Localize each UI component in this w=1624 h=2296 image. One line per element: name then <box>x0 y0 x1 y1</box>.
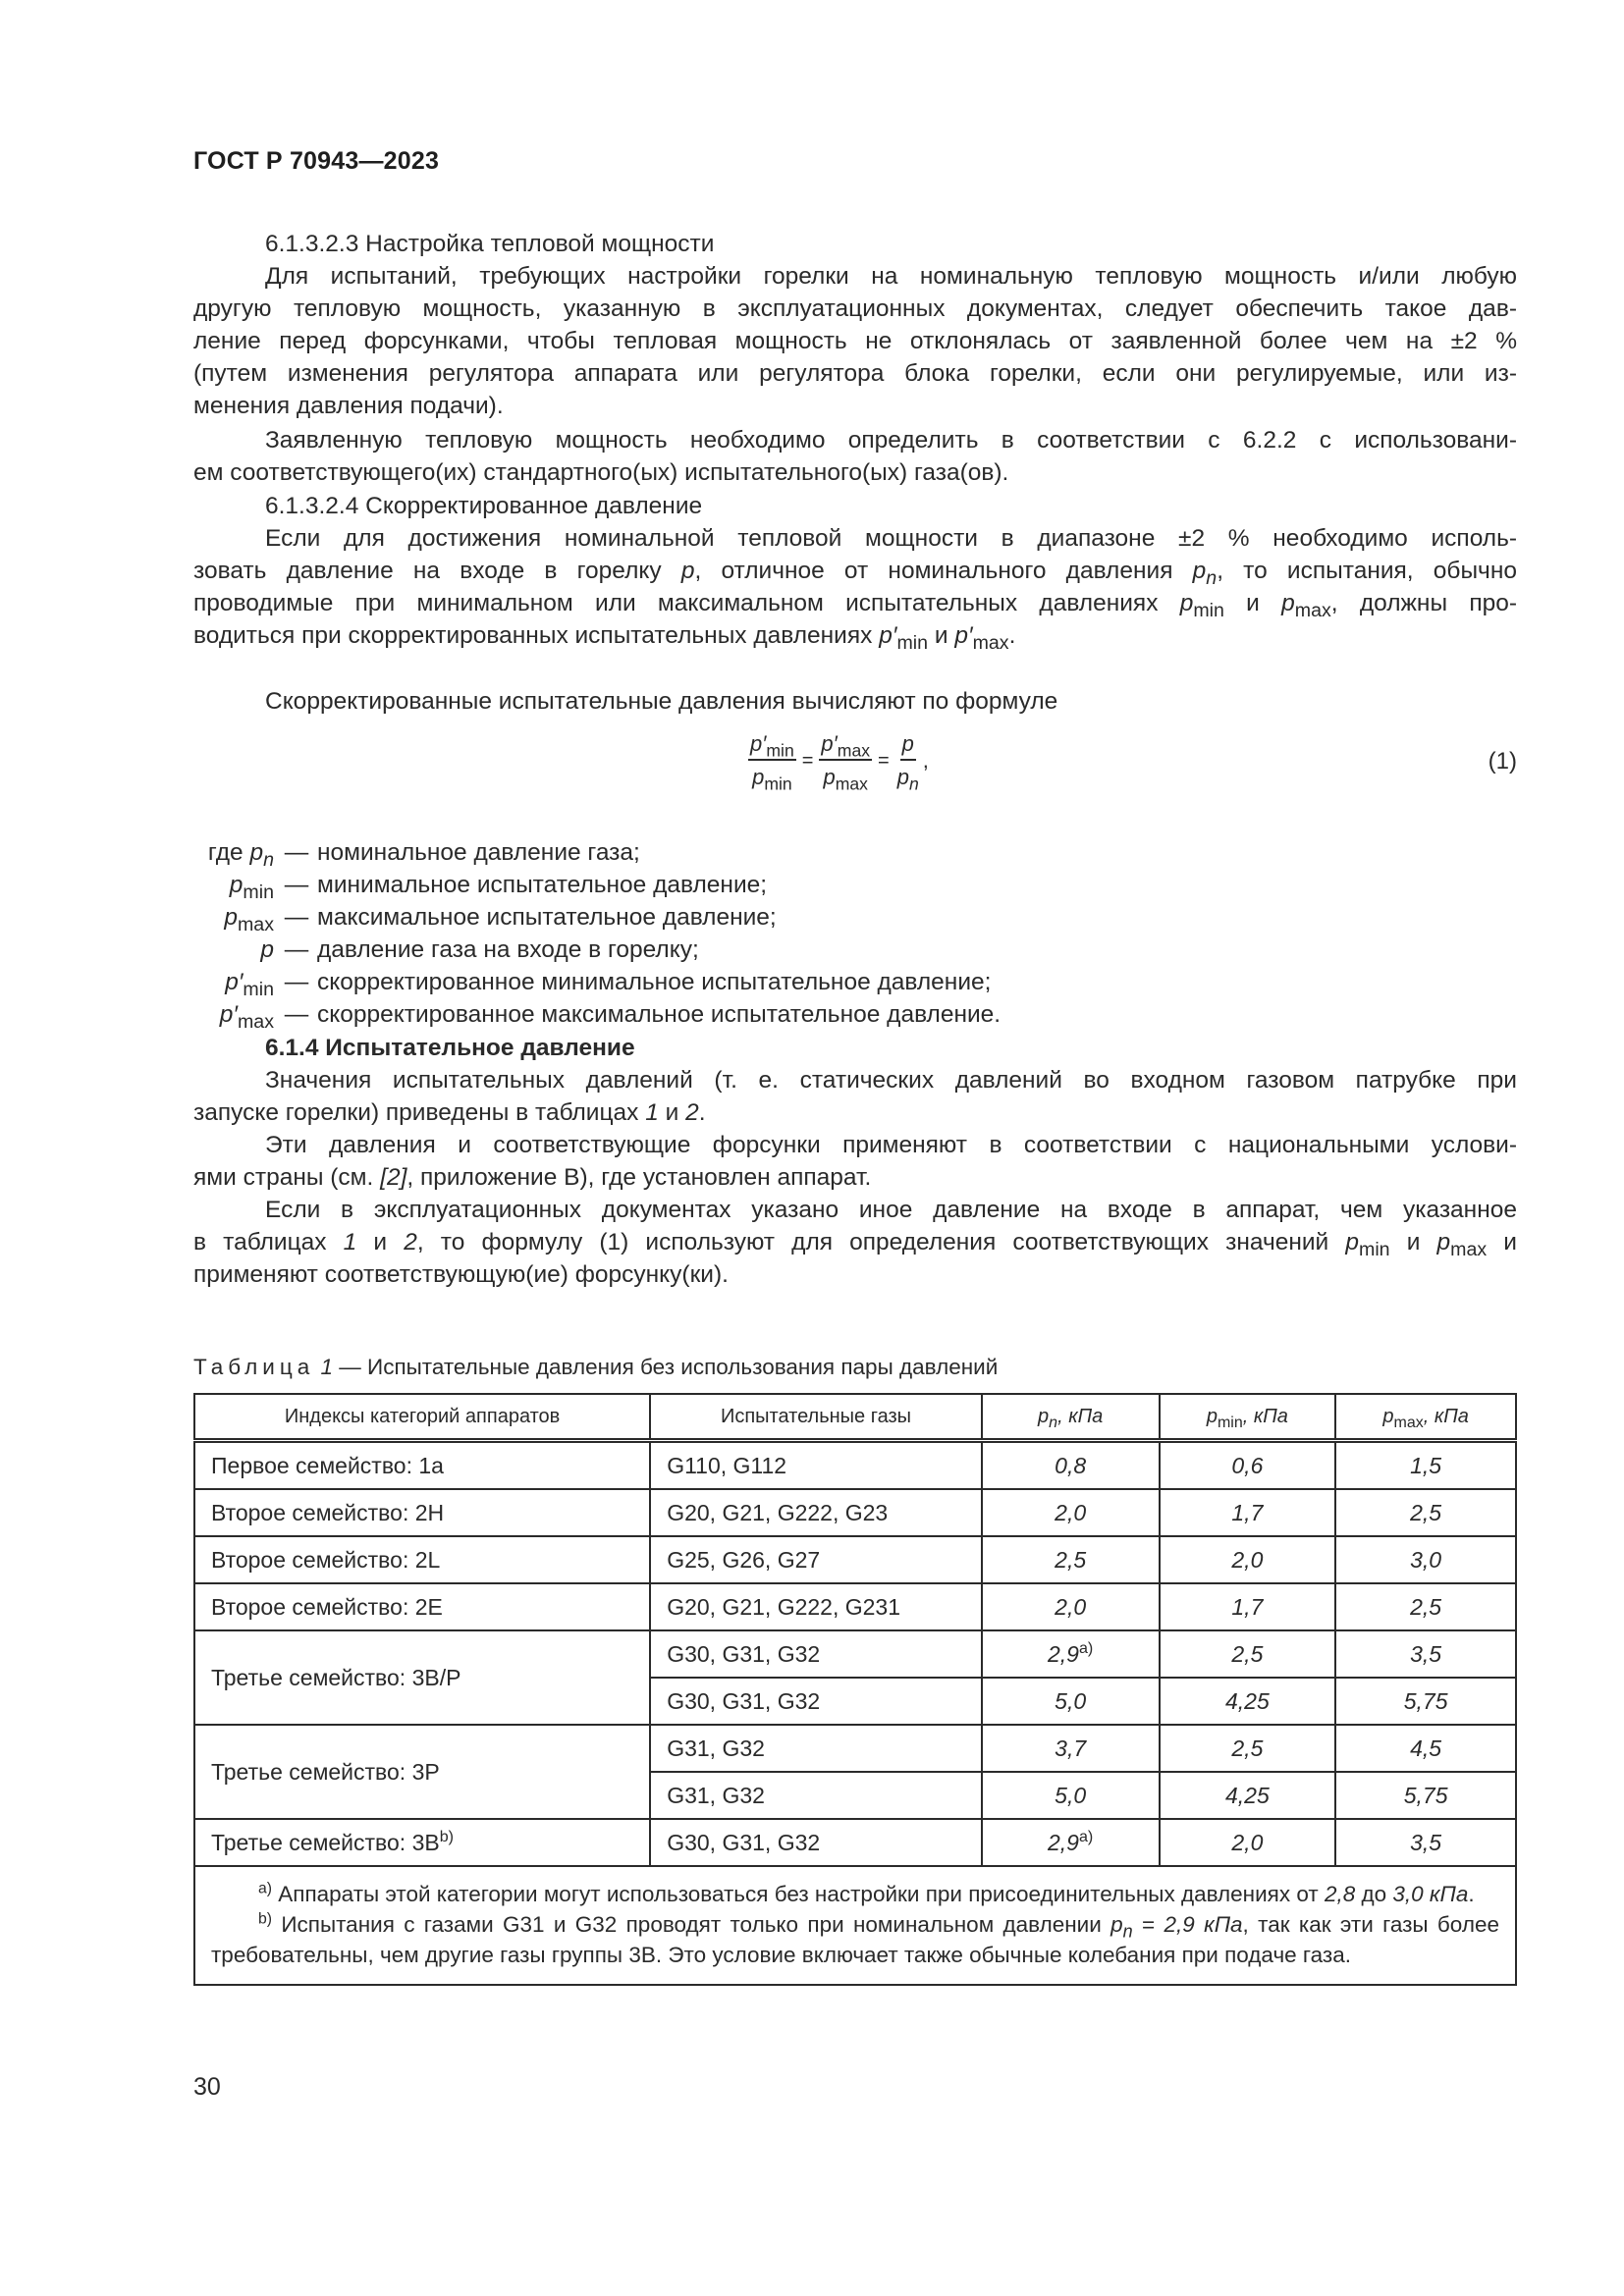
col-header-pmin: $p_{min}$, кПа <box>1160 1394 1336 1441</box>
section-heading-6-1-3-2-3: 6.1.3.2.3 Настройка тепловой мощности <box>265 231 715 257</box>
table-footnotes <box>194 1866 1516 1985</box>
legend-item: $p'_{min}$ — скорректированное минимальное испытательное давление; <box>225 969 992 1000</box>
paragraph-corrected-pressure: Если для достижения номинальной тепловой мощности в диапазоне ±2 % необходимо исполь- зовать давление на входе в горелку p, отличное от номинального давления $p_n$, то испытания, обычно проводимые при минимальном или максимальном испытательных давлениях $p_{min}$ и $p_{max}$, должны про- водиться при скорректированных испытательных давлениях $p'_{min}$ и $p'_{max}$. <box>193 525 1517 654</box>
formula-legend <box>193 836 1001 1031</box>
table-row: Третье семейство: 3B/P G30, G31, G32 2,9$^{a)}$ 2,5 3,5 <box>194 1630 1516 1678</box>
formula-intro: Скорректированные испытательные давления вычисляют по формуле <box>265 688 1058 715</box>
col-header-category: Индексы категорий аппаратов <box>194 1394 650 1441</box>
section-heading-6-1-4: 6.1.4 Испытательное давление <box>265 1035 635 1061</box>
col-header-pn: $p_n$, кПа <box>982 1394 1160 1441</box>
formula-1: $\frac{p'_{min}}{p_{min}}$ = $\frac{p'_{max}}{p_{max}}$ = $\frac{p}{p_n}$ , <box>750 731 929 794</box>
legend-item: $p'_{max}$ — скорректированное максимальное испытательное давление. <box>219 1001 1001 1033</box>
legend-item: $p_{min}$ — минимальное испытательное давление; <box>229 872 768 903</box>
equation-number: (1) <box>1488 748 1517 774</box>
page-number: 30 <box>193 2073 221 2101</box>
table-row: Первое семейство: 1а G110, G112 0,8 0,6 1,5 <box>194 1441 1516 1490</box>
paragraph-declared-heat-input: Заявленную тепловую мощность необходимо определить в соответствии с 6.2.2 с использовани- ем соответствующего(их) стандартного(ых) испытательного(ых) газа(ов). <box>193 427 1517 486</box>
table-row: Второе семейство: 2E G20, G21, G222, G231 2,0 1,7 2,5 <box>194 1583 1516 1630</box>
table-row: Третье семейство: 3P G31, G32 3,7 2,5 4,5 <box>194 1725 1516 1772</box>
fraction-pmax: $\frac{p'_{max}}{p_{max}}$ <box>821 731 871 794</box>
paragraph-other-inlet-pressure: Если в эксплуатационных документах указано иное давление на входе в аппарат, чем указанное в таблицах 1 и 2, то формулу (1) используют для определения соответствующих значений $p_{min}$ и $p_{max}$ и применяют соответствующую(ие) форсунку(ки). <box>193 1197 1517 1288</box>
footnote-ref-b: b) <box>439 1827 455 1845</box>
fraction-p-pn: $\frac{p}{p_n}$ <box>896 731 919 794</box>
table-row: Второе семейство: 2L G25, G26, G27 2,5 2,0 3,0 <box>194 1536 1516 1583</box>
legend-item: p — давление газа на входе в горелку; <box>260 936 699 963</box>
footnote-b: $^{b)}$ Испытания с газами G31 и G32 проводят только при номинальном давлении $p_n = 2,9$ кПа, так как эти газы более требовательны, чем другие газы группы 3B. Это условие включает также обычные колебания при подаче газа. <box>211 1910 1499 1967</box>
table-row: G30, G31, G32 5,0 4,25 5,75 <box>194 1678 1516 1725</box>
reference-link[interactable]: [2] <box>380 1164 407 1191</box>
table-caption: Таблица 1 — Испытательные давления без использования пары давлений <box>193 1355 999 1379</box>
legend-item: где $p_n$ — номинальное давление газа; <box>207 839 640 871</box>
footnote-a: $^{a)}$ Аппараты этой категории могут использоваться без настройки при присоединительных давлениях от 2,8 до 3,0 кПа. <box>258 1880 1475 1906</box>
test-pressure-table <box>193 1393 1517 1986</box>
footnote-ref-a: a) <box>1078 1638 1094 1657</box>
table-row: Второе семейство: 2H G20, G21, G222, G23 2,0 1,7 2,5 <box>194 1489 1516 1536</box>
document-header: ГОСТ Р 70943—2023 <box>193 147 440 175</box>
section-heading-6-1-3-2-4: 6.1.3.2.4 Скорректированное давление <box>265 493 703 519</box>
paragraph-test-pressure-values: Значения испытательных давлений (т. е. статических давлений во входном газовом патрубке при запуске горелки) приведены в таблицах 1 и 2. <box>193 1067 1517 1126</box>
legend-item: $p_{max}$ — максимальное испытательное давление; <box>224 904 777 935</box>
footnote-ref-a: a) <box>1078 1827 1094 1845</box>
table-row: Третье семейство: $3B^{b)}$ G30, G31, G32 2,9$^{a)}$ 2,0 3,5 <box>194 1819 1516 1866</box>
table-footnotes-row <box>194 1866 1516 1985</box>
table-row: G31, G32 5,0 4,25 5,75 <box>194 1772 1516 1819</box>
paragraph-national-conditions: Эти давления и соответствующие форсунки применяют в соответствии с национальными услови- ями страны (см. [2], приложение В), где установлен аппарат. <box>193 1132 1517 1191</box>
fraction-pmin: $\frac{p'_{min}}{p_{min}}$ <box>750 731 794 794</box>
paragraph-heat-input-setting: Для испытаний, требующих настройки горелки на номинальную тепловую мощность и/или любую другую тепловую мощность, указанную в эксплуатационных документах, следует обеспечить такое дав- ление перед форсунками, чтобы тепловая мощность не отклонялась от заявленной более чем на ±2 % (путем изменения регулятора аппарата или регулятора блока горелки, если они регулируемые, или из- менения давления подачи). <box>193 263 1517 419</box>
col-header-gases: Испытательные газы <box>650 1394 982 1441</box>
col-header-pmax: $p_{max}$, кПа <box>1335 1394 1516 1441</box>
table-header-row <box>194 1394 1516 1441</box>
